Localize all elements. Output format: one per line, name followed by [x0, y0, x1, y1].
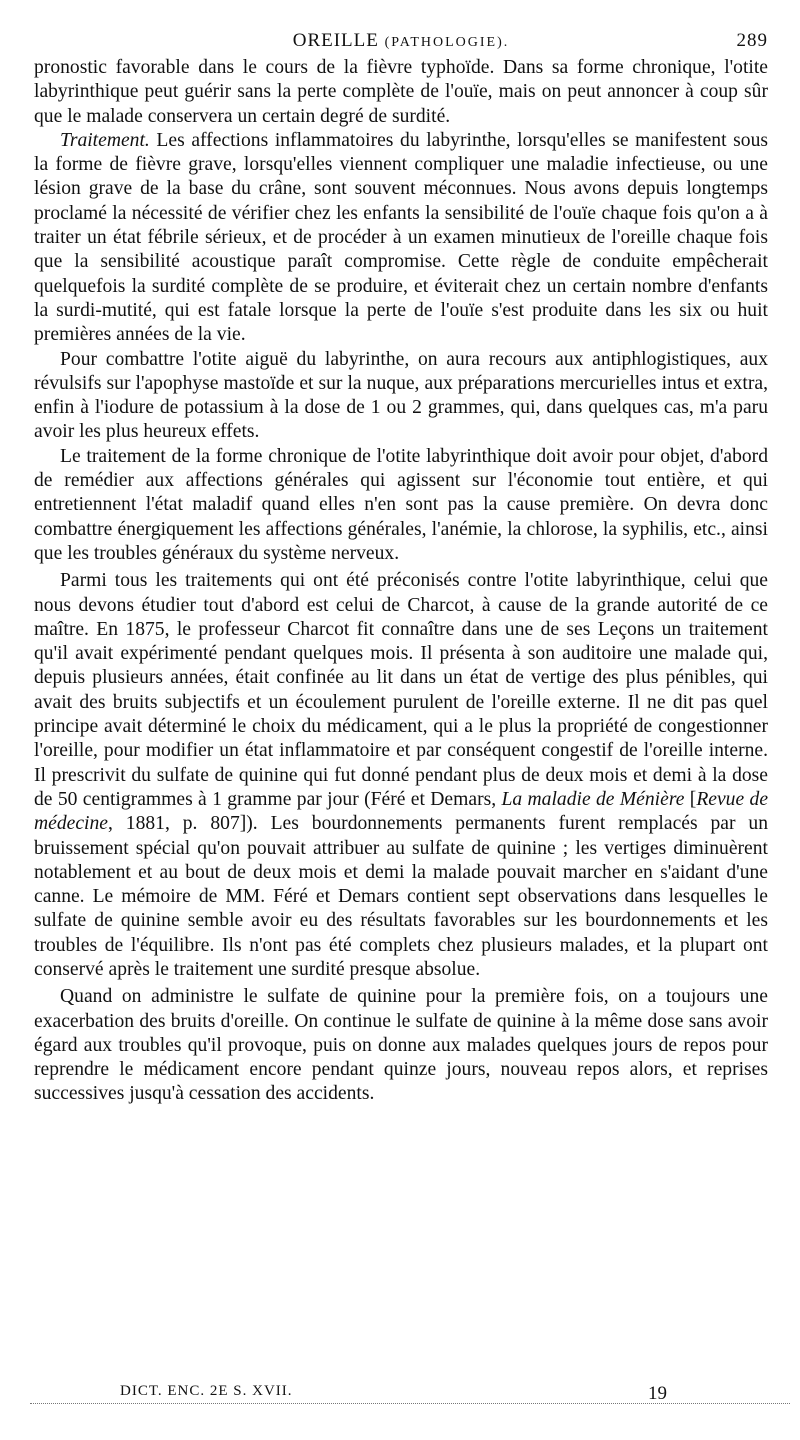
text-run: Pour combattre l'otite aiguë du labyrinthe, on aura recours aux antiphlogistiques, aux révulsifs sur l'apophyse mastoïde et sur la nuque, aux préparations mercurielles intus et extra, enfin à l'iodure de potassium à la dose de 1 ou 2 grammes, qui, dans quelques cas, m'a paru avoir les plus heureux effets. — [34, 348, 768, 443]
text-run: Les affections inflammatoires du labyrinthe, lorsqu'elles se manifestent sous la forme de fièvre grave, lorsqu'elles viennent compliquer une maladie infectieuse, ou une lésion grave de la base du crâne, sont souvent méconnues. Nous avons depuis longtemps proclamé la nécessité de vérifier chez les enfants la sensibilité de l'ouïe chaque fois qu'on a à traiter un état fébrile sérieux, et de procéder à un examen minutieux de l'oreille chaque fois que la sensibilité acoustique paraît compromise. Cette règle de conduite empêcherait quelquefois la surdité complète de se produire, et éviterait chez un certain nombre d'enfants la surdi-mutité, qui est fatale lorsque la perte de l'ouïe s'est produite dans les six ou huit premières années de la vie. — [34, 129, 768, 346]
paragraph — [34, 129, 768, 348]
running-head-title — [34, 30, 768, 52]
paragraph — [34, 985, 768, 1106]
running-head-sub: (PATHOLOGIE). — [384, 35, 510, 50]
italic-text: Traitement. — [60, 129, 150, 151]
footer-rule — [30, 1403, 790, 1404]
running-head-main: OREILLE — [292, 30, 379, 51]
signature-mark: DICT. ENC. 2E S. XVII. — [120, 1383, 293, 1399]
page-number: 289 — [736, 30, 768, 51]
text-run: [ — [684, 788, 697, 810]
paragraph — [34, 56, 768, 129]
footer — [120, 1383, 760, 1411]
paragraph — [34, 445, 768, 566]
sheet-number: 19 — [648, 1383, 667, 1404]
paragraph — [34, 348, 768, 445]
italic-text: La maladie de Ménière — [501, 788, 685, 810]
text-run: Parmi tous les traitements qui ont été préconisés contre l'otite labyrinthique, celui que nous devons étudier tout d'abord est celui de Charcot, à cause de la grande autorité de ce maître. En 1875, le professeur Charcot fit connaître dans une de ses Leçons un traitement qu'il avait expérimenté pendant quelques mois. Il présenta à son auditoire une malade qui, depuis plusieurs années, était confinée au lit dans un état de vertige des plus pénibles, qui avait des bruits subjectifs et un écoulement purulent de l'oreille externe. Il ne dit pas quel principe avait déterminé le choix du médicament, qui a le plus la propriété de congestionner l'oreille, pour modifier un état inflammatoire et par conséquent congestif de l'oreille interne. Il prescrivit du sulfate de quinine qui fut donné pendant plus de deux mois et demi à la dose de 50 centigrammes à 1 gramme par jour (Féré et Demars, — [34, 570, 768, 810]
text-run: pronostic favorable dans le cours de la fièvre typhoïde. Dans sa forme chronique, l'otite labyrinthique peut guérir sans la perte complète de l'ouïe, mais on peut annoncer à coup sûr que le malade conservera un certain degré de surdité. — [34, 57, 768, 127]
text-run: Le traitement de la forme chronique de l'otite labyrinthique doit avoir pour objet, d'abord de remédier aux affections générales qui agissent sur l'économie tout entière, et qui entretiennent l'état maladif quand elles n'en sont pas la cause première. On devra donc combattre énergiquement les affections générales, l'anémie, la chlorose, la syphilis, etc., ainsi que les troubles généraux du système nerveux. — [34, 445, 768, 564]
italic-text: Revue de médecine — [34, 788, 769, 835]
document-page — [34, 30, 768, 1107]
body-text — [34, 56, 768, 1107]
text-run: , 1881, p. 807]). Les bourdonnements permanents furent remplacés par un bruissement spécial qu'on pouvait attribuer au sulfate de quinine ; les vertiges diminuèrent notablement et au bout de deux mois et demi la malade pouvait marcher en s'aidant d'une canne. Le mémoire de MM. Féré et Demars contient sept observations dans lesquelles le sulfate de quinine semble avoir eu des résultats favorables sur les bourdonnements et les troubles de l'équilibre. Ils n'ont pas été complets chez plusieurs malades, et la plupart ont conservé après le traitement une surdité presque absolue. — [34, 813, 768, 980]
paragraph — [34, 569, 768, 982]
running-head — [34, 30, 768, 56]
text-run: Quand on administre le sulfate de quinine pour la première fois, on a toujours une exacerbation des bruits d'oreille. On continue le sulfate de quinine à la même dose sans avoir égard aux troubles qu'il provoque, puis on donne aux malades quelques jours de repos pour reprendre le médicament encore pendant quinze jours, nouveau repos alors, et reprises successives jusqu'à cessation des accidents. — [34, 986, 768, 1105]
